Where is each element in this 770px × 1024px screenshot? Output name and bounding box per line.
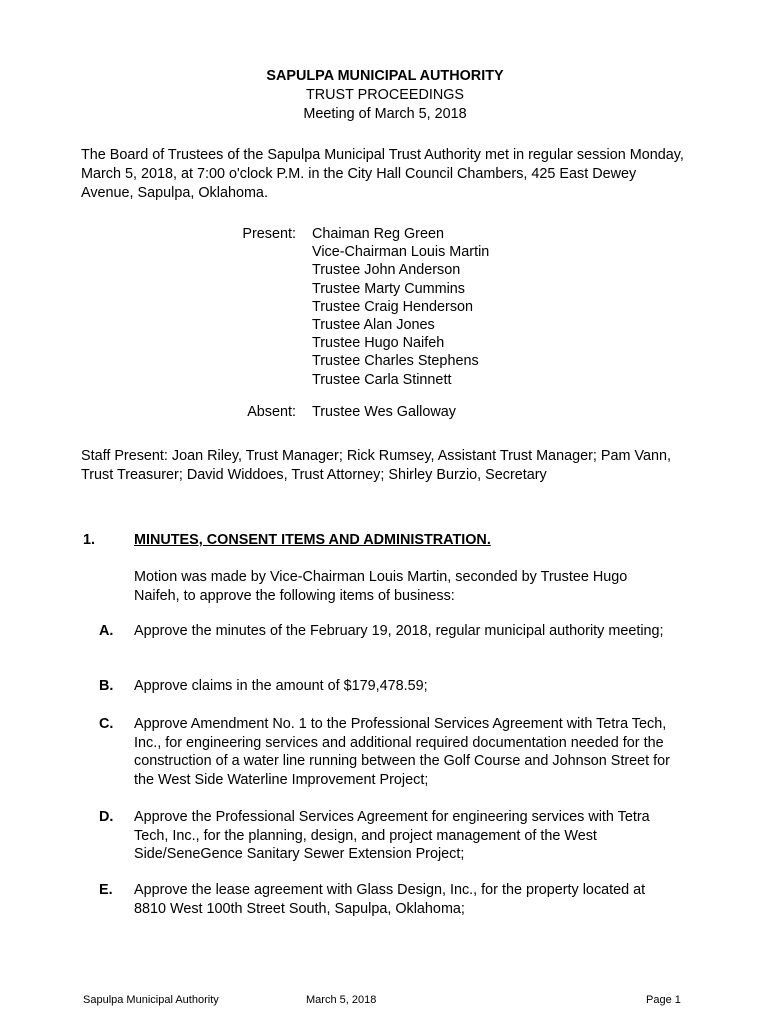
staff-present: Staff Present: Joan Riley, Trust Manager; Rick Rumsey, Assistant Trust Manager; Pam Vann, Trust Treasurer; David Widdoes, Trust Attorney; Shirley Burzio, Secretary bbox=[81, 448, 671, 483]
item-letter: E. bbox=[99, 882, 113, 898]
present-member: Trustee Hugo Naifeh bbox=[312, 335, 445, 352]
section-title: MINUTES, CONSENT ITEMS AND ADMINISTRATION. bbox=[134, 532, 491, 548]
present-member: Chaiman Reg Green bbox=[312, 226, 444, 242]
item-letter: B. bbox=[99, 678, 114, 694]
meeting-date: Meeting of March 5, 2018 bbox=[303, 106, 467, 122]
footer-org: Sapulpa Municipal Authority bbox=[83, 994, 219, 1006]
motion-text: Motion was made by Vice-Chairman Louis Martin, seconded by Trustee Hugo Naifeh, to approve the following items of business: bbox=[134, 569, 628, 604]
item-text: Approve the Professional Services Agreement for engineering services with Tetra Tech, Inc., for the planning, design, and project management of the West Side/SeneGence Sanitary Sewer Extension Project; bbox=[134, 809, 650, 862]
present-list bbox=[312, 225, 612, 389]
present-member: Trustee Charles Stephens bbox=[312, 353, 479, 370]
footer-page-number: Page 1 bbox=[646, 994, 681, 1006]
document-subtitle: TRUST PROCEEDINGS bbox=[305, 87, 465, 103]
item-letter: C. bbox=[99, 716, 114, 732]
footer-date: March 5, 2018 bbox=[306, 994, 377, 1006]
present-member: Trustee Carla Stinnett bbox=[312, 371, 452, 388]
present-label: Present: bbox=[242, 226, 296, 242]
present-member: Trustee Craig Henderson bbox=[312, 298, 474, 315]
document-title: SAPULPA MUNICIPAL AUTHORITY bbox=[266, 68, 504, 84]
present-member: Trustee John Anderson bbox=[312, 262, 461, 279]
item-text: Approve Amendment No. 1 to the Professional Services Agreement with Tetra Tech, Inc., for engineering services and additional required documentation needed for the construction of a water line running between the Golf Course and Johnson Street for the West Side Waterline Improvement Project; bbox=[134, 716, 670, 788]
present-member: Trustee Alan Jones bbox=[312, 316, 435, 333]
present-member: Vice-Chairman Louis Martin bbox=[312, 244, 490, 261]
section-number: 1. bbox=[83, 532, 96, 548]
item-letter: A. bbox=[99, 623, 114, 639]
item-text: Approve claims in the amount of $179,478.59; bbox=[134, 678, 428, 694]
item-text: Approve the minutes of the February 19, 2018, regular municipal authority meeting; bbox=[134, 623, 664, 639]
intro-paragraph: The Board of Trustees of the Sapulpa Municipal Trust Authority met in regular session Monday, March 5, 2018, at 7:00 o'clock P.M. in the City Hall Council Chambers, 425 East Dewey Avenue, Sapulpa, Oklahoma. bbox=[81, 147, 684, 201]
present-member: Trustee Marty Cummins bbox=[312, 280, 465, 297]
item-letter: D. bbox=[99, 809, 114, 825]
item-text: Approve the lease agreement with Glass Design, Inc., for the property located at 8810 West 100th Street South, Sapulpa, Oklahoma; bbox=[134, 882, 646, 917]
absent-member: Trustee Wes Galloway bbox=[312, 404, 456, 420]
absent-label: Absent: bbox=[247, 404, 296, 420]
